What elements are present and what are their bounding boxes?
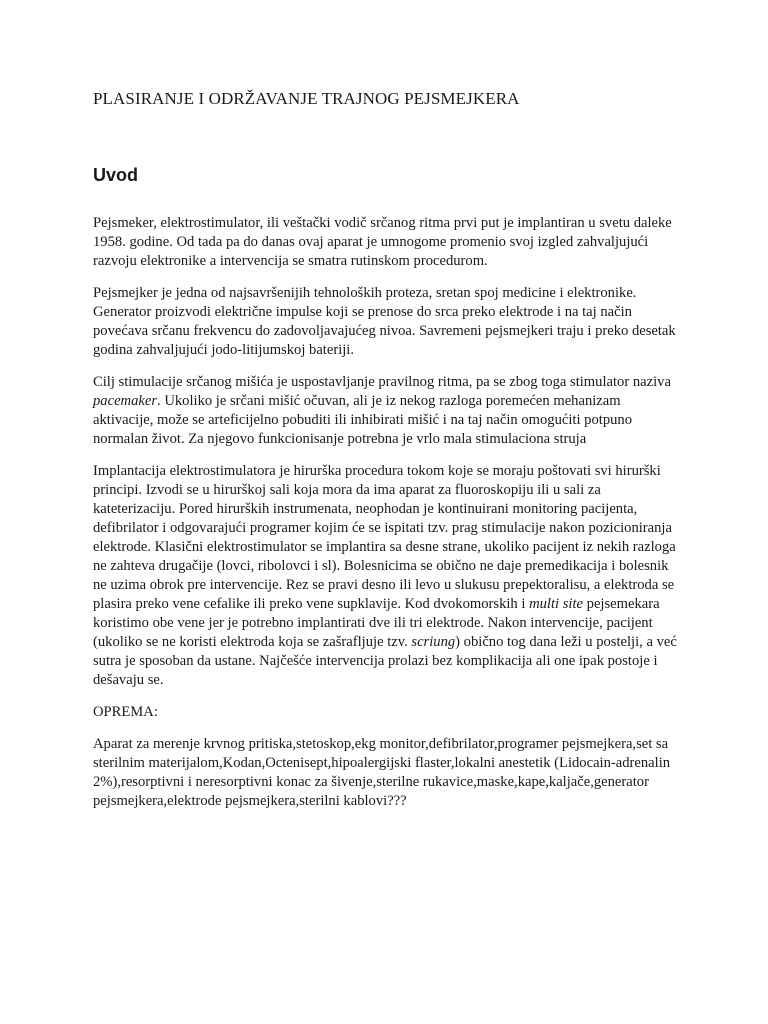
equipment-label: OPREMA: bbox=[93, 704, 158, 720]
paragraph-3-text-a: Cilj stimulacije srčanog mišića je uspostavljanje pravilnog ritma, pa se zbog toga stimulator naziva bbox=[93, 374, 671, 390]
equipment-list: Aparat za merenje krvnog pritiska,stetoskop,ekg monitor,defibrilator,programer pejsmejkera,set sa sterilnim materijalom,Kodan,Octenisept,hipoalergijski flaster,lokalni anestetik (Lidocain-adrenalin 2%),resorptivni i neresorptivni konac za šivenje,sterilne rukavice,maske,kape,kaljače,generator pejsmejkera,elektrode pejsmejkera,sterilni kablovi??? bbox=[93, 736, 671, 809]
paragraph-4-text-c: ) obično tog dana leži u postelji, a već sutra je sposoban da ustane. Najčešće intervencija prolazi bez komplikacija ali one ipak postoje i dešavaju se. bbox=[93, 634, 677, 688]
paragraph-2: Pejsmejker je jedna od najsavršenijih tehnoloških proteza, sretan spoj medicine i elektronike. Generator proizvodi električne impulse koji se prenose do srca preko elektrode i na taj način povećava srčanu frekvencu do zadovoljavajućeg nivoa. Savremeni pejsmejkeri traju i preko desetak godina zahvaljujući jodo-litijumskoj bateriji. bbox=[93, 285, 676, 358]
section-heading-uvod: Uvod bbox=[93, 165, 138, 185]
body-text bbox=[93, 214, 683, 824]
paragraph-3 bbox=[93, 373, 683, 449]
paragraph-4-text-a: Implantacija elektrostimulatora je hirurška procedura tokom koje se moraju poštovati svi hirurški principi. Izvodi se u hirurškoj sali koja mora da ima aparat za fluoroskopiju ili u sali za kateterizaciju. Pored hirurških instrumenata, neophodan je kontinuirani monitoring pacijenta, defibrilator i odgovarajući programer kojim će se ispitati tzv. prag stimulacije nakon pozicioniranja elektrode. Klasični elektrostimulator se implantira sa desne strane, ukoliko pacijent iz nekih razloga ne zahteva drugačije (lovci, ribolovci i sl). Bolesnicima se obično ne daje premedikacija i bolesnik ne uzima obrok pre intervencije. Rez se pravi desno ili levo u slukusu prepektoralisu, a elektroda se plasira preko vene cefalike ili preko vene supklavije. Kod dvokomorskih i bbox=[93, 463, 676, 612]
paragraph-4-italic-multi-site: multi site bbox=[529, 596, 583, 612]
paragraph-4-text-b: pejsemekara koristimo obe vene jer je potrebno implantirati dve ili tri elektrode. Nakon intervencije, pacijent (ukoliko se ne koristi elektroda koja se zašrafljuje tzv. bbox=[93, 596, 660, 650]
paragraph-4 bbox=[93, 462, 683, 690]
paragraph-3-text-b: . Ukoliko je srčani mišić očuvan, ali je iz nekog razloga poremećen mehanizam aktivacije, može se arteficijelno pobuditi ili inhibirati mišić i na taj način omogućiti potpuno normalan život. Za njegovo funkcionisanje potrebna je vrlo mala stimulaciona struja bbox=[93, 393, 633, 447]
document-content bbox=[93, 88, 683, 809]
paragraph-3-italic-pacemaker: pacemaker bbox=[93, 393, 158, 409]
paragraph-4-italic-scriung: scriung bbox=[411, 634, 456, 650]
document-title: PLASIRANJE I ODRŽAVANJE TRAJNOG PEJSMEJKERA bbox=[93, 89, 520, 108]
paragraph-1: Pejsmeker, elektrostimulator, ili veštački vodič srčanog ritma prvi put je implantiran u svetu daleke 1958. godine. Od tada pa do danas ovaj aparat je umnogome promenio svoj izgled zahvaljujući razvoju elektronike a intervencija se smatra rutinskom procedurom. bbox=[93, 215, 672, 269]
